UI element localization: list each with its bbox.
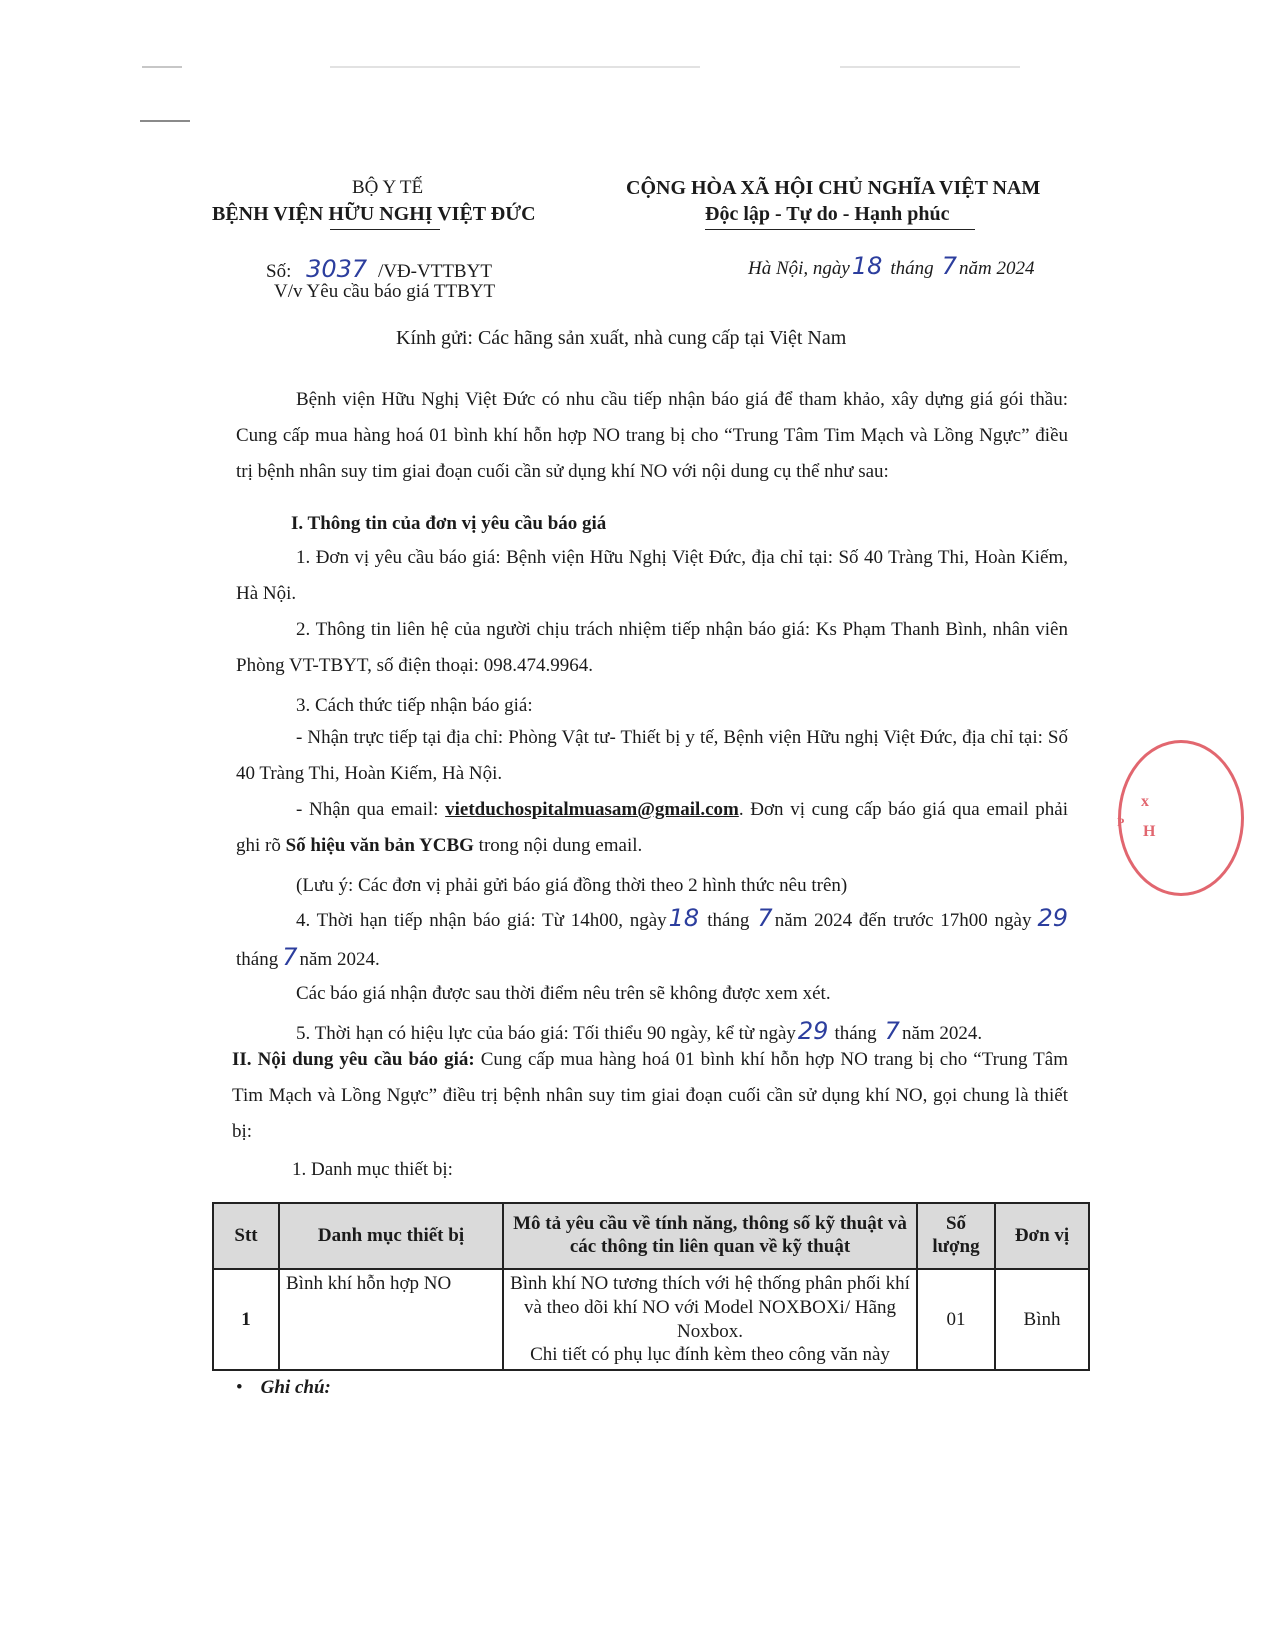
section-1-title: I. Thông tin của đơn vị yêu cầu báo giá: [291, 513, 607, 534]
section-1-note: (Lưu ý: Các đơn vị phải gửi báo giá đồng thời theo 2 hình thức nêu trên): [296, 875, 848, 896]
email-mid-text: . Đơn vị cung cấp báo giá qua email phải ghi rõ: [236, 799, 1069, 856]
intro-text: Bệnh viện Hữu Nghị Việt Đức có nhu cầu tiếp nhận báo giá để tham khảo, xây dựng giá gói thầu: Cung cấp mua hàng hoá 01 bình khí hỗn hợp NO trang bị cho “Trung Tâm Tim Mạch và Lồng Ngực” điều trị bệnh nhân suy tim giai đoạn cuối cần sử dụng khí NO với nội dung cụ thể như sau:: [236, 389, 1068, 482]
header-device-name: Danh mục thiết bị: [279, 1203, 503, 1269]
section-2-text: Cung cấp mua hàng hoá 01 bình khí hỗn hợp NO trang bị cho “Trung Tâm Tim Mạch và Lồng Ngực” điều trị bệnh nhân suy tim giai đoạn cuối cần sử dụng khí NO, gọi chung là thiết bị:: [232, 1049, 1068, 1142]
section-2-title: II. Nội dung yêu cầu báo giá:: [232, 1049, 475, 1070]
date-place: Hà Nội, ngày: [748, 258, 850, 279]
item-5-text-b: tháng: [834, 1023, 877, 1044]
section-1-item-3: 3. Cách thức tiếp nhận báo giá:: [296, 695, 533, 716]
doc-number-handwritten: 3037: [306, 255, 368, 283]
item-5-day-handwritten: 29: [797, 1017, 829, 1045]
equipment-table: [212, 1202, 1090, 1371]
section-1-item-3-direct-text: - Nhận trực tiếp tại địa chỉ: Phòng Vật tư- Thiết bị y tế, Bệnh viện Hữu nghị Việt Đức, địa chỉ tại: Số 40 Tràng Thi, Hoàn Kiếm, Hà Nội.: [236, 727, 1068, 784]
header-description: Mô tả yêu cầu về tính năng, thông số kỹ thuật và các thông tin liên quan về kỹ thuật: [503, 1203, 917, 1269]
header-quantity: Số lượng: [917, 1203, 995, 1269]
item-5-text-a: 5. Thời hạn có hiệu lực của báo giá: Tối thiểu 90 ngày, kể từ ngày: [296, 1023, 796, 1044]
date-month-handwritten: 7: [941, 252, 957, 280]
section-1-item-2: [236, 612, 1068, 684]
item-4-text-a: 4. Thời hạn tiếp nhận báo giá: Từ 14h00, ngày: [296, 910, 667, 931]
section-1-item-1-text: 1. Đơn vị yêu cầu báo giá: Bệnh viện Hữu Nghị Việt Đức, địa chỉ tại: Số 40 Tràng Thi, Hoàn Kiếm, Hà Nội.: [236, 547, 1068, 604]
notes-line: [236, 1376, 331, 1400]
cell-description-line-2: Chi tiết có phụ lục đính kèm theo công văn này: [530, 1344, 890, 1366]
motto-underline: [705, 229, 975, 230]
scan-artifact-line: [140, 120, 190, 122]
scan-artifact-line: [142, 66, 182, 68]
item-4-text-d: tháng: [236, 949, 279, 970]
email-bold-text: Số hiệu văn bản YCBG: [285, 835, 474, 856]
cell-description: [503, 1269, 917, 1370]
scan-artifact-line: [840, 66, 1020, 68]
doc-number-label: Số:: [266, 261, 292, 282]
hospital-name: BỆNH VIỆN HỮU NGHỊ VIỆT ĐỨC: [212, 203, 536, 225]
item-4-end-day-handwritten: 29: [1037, 904, 1068, 932]
section-1-item-3-email: [236, 792, 1068, 864]
item-4-text-e: năm 2024.: [299, 949, 380, 970]
item-4-text-b: tháng: [707, 910, 750, 931]
cell-description-line-1: Bình khí NO tương thích với hệ thống phân phối khí và theo dõi khí NO với Model NOXBOXi/ Hãng Noxbox.: [510, 1273, 910, 1342]
section-1-late-note: Các báo giá nhận được sau thời điểm nêu trên sẽ không được xem xét.: [296, 983, 831, 1004]
item-5-text-c: năm 2024.: [901, 1023, 983, 1044]
item-4-day-handwritten: 18: [668, 904, 700, 932]
date-day-handwritten: 18: [851, 252, 883, 280]
section-1-item-2-text: 2. Thông tin liên hệ của người chịu trách nhiệm tiếp nhận báo giá: Ks Phạm Thanh Bình, nhân viên Phòng VT-TBYT, số điện thoại: 098.474.9964.: [236, 619, 1068, 676]
table-header-row: [213, 1203, 1089, 1269]
table-row: [213, 1269, 1089, 1370]
email-prefix: - Nhận qua email:: [296, 799, 439, 820]
item-4-text-c: năm 2024 đến trước 17h00 ngày: [774, 910, 1032, 931]
cell-quantity: 01: [917, 1269, 995, 1370]
doc-date: [748, 251, 1034, 281]
item-5-month-handwritten: 7: [884, 1017, 900, 1045]
ministry-name: BỘ Y TẾ: [352, 177, 424, 198]
section-1-item-4: [236, 900, 1068, 978]
intro-paragraph: [236, 382, 1068, 490]
cell-unit: Bình: [995, 1269, 1089, 1370]
item-4-end-month-handwritten: 7: [282, 943, 298, 971]
bullet-icon: •: [236, 1377, 243, 1398]
date-month-label: tháng: [890, 258, 934, 279]
doc-number-suffix: /VĐ-VTTBYT: [377, 261, 492, 282]
item-4-month-handwritten: 7: [757, 904, 773, 932]
section-1-item-1: [236, 540, 1068, 612]
email-end-text: trong nội dung email.: [478, 835, 643, 856]
section-2-list-title: 1. Danh mục thiết bị:: [292, 1159, 453, 1180]
email-address-link[interactable]: vietduchospitalmuasam@gmail.com: [445, 799, 739, 820]
cell-device-name: Bình khí hỗn hợp NO: [279, 1269, 503, 1370]
scan-artifact-line: [330, 66, 700, 68]
official-stamp: x H P: [1118, 740, 1244, 896]
header-unit: Đơn vị: [995, 1203, 1089, 1269]
doc-subject: V/v Yêu cầu báo giá TTBYT: [274, 281, 496, 302]
country-name: CỘNG HÒA XÃ HỘI CHỦ NGHĨA VIỆT NAM: [626, 177, 1041, 199]
national-motto: Độc lập - Tự do - Hạnh phúc: [705, 203, 950, 225]
recipient-line: Kính gửi: Các hãng sản xuất, nhà cung cấp tại Việt Nam: [396, 327, 847, 349]
notes-title: Ghi chú:: [260, 1377, 331, 1398]
hospital-underline: [330, 229, 440, 230]
section-2-paragraph: [232, 1042, 1068, 1150]
section-1-item-3-direct: [236, 720, 1068, 792]
date-year: năm 2024: [958, 258, 1035, 279]
header-stt: Stt: [213, 1203, 279, 1269]
cell-stt: 1: [213, 1269, 279, 1370]
